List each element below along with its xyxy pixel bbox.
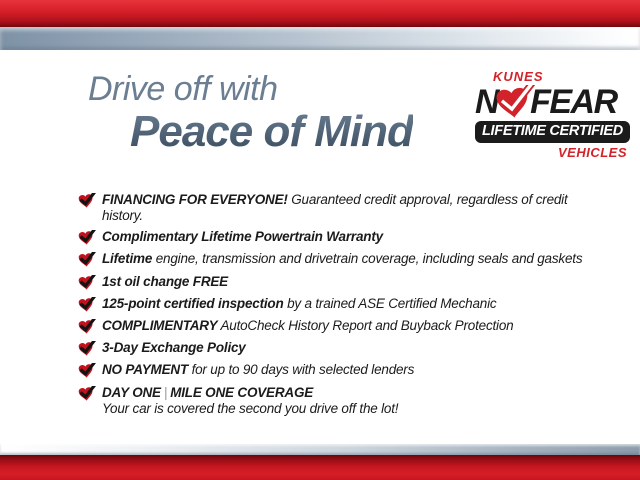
benefit-text: Lifetime engine, transmission and drivetrain coverage, including seals and gaskets [102, 251, 583, 267]
benefits-list [78, 192, 608, 422]
benefit-item-inspection [78, 296, 608, 313]
top-red-bar [0, 0, 640, 27]
benefit-text: FINANCING FOR EVERYONE! Guaranteed credit approval, regardless of credit history. [102, 192, 568, 223]
no-fear-fear: FEAR [530, 83, 617, 121]
benefit-subtext: Your car is covered the second you drive off the lot! [102, 400, 399, 416]
brand-name: KUNES [493, 69, 544, 84]
no-fear-wordmark [475, 84, 627, 120]
benefit-text: COMPLIMENTARY AutoCheck History Report and Buyback Protection [102, 317, 514, 333]
heart-check-icon [495, 85, 535, 121]
benefit-text: NO PAYMENT for up to 90 days with selected lenders [102, 362, 415, 378]
kunes-no-fear-logo [475, 70, 627, 159]
bottom-silver-bar [0, 444, 640, 455]
lifetime-certified-badge: LIFETIME CERTIFIED [475, 121, 630, 143]
heart-check-icon [78, 341, 96, 357]
benefit-item-lifetime-coverage [78, 251, 608, 268]
heart-check-icon [78, 252, 96, 268]
benefit-item-autocheck [78, 318, 608, 335]
top-silver-bar [0, 27, 640, 50]
benefit-item-financing [78, 192, 608, 224]
heart-check-icon [78, 275, 96, 291]
headline [88, 72, 413, 155]
vehicles-label: VEHICLES [557, 144, 627, 160]
headline-line2: Peace of Mind [130, 106, 413, 156]
bottom-red-bar [0, 455, 640, 480]
benefit-text: 125-point certified inspection by a trained ASE Certified Mechanic [102, 295, 497, 311]
heart-check-icon [78, 319, 96, 335]
heart-check-icon [78, 297, 96, 313]
benefit-item-no-payment [78, 362, 608, 379]
heart-check-icon [78, 230, 96, 246]
pipe-separator: | [163, 384, 168, 400]
heart-check-icon [78, 193, 96, 209]
benefit-item-day-one-coverage [78, 385, 608, 417]
heart-check-icon [78, 386, 96, 402]
heart-check-icon [78, 363, 96, 379]
benefit-text: DAY ONE | MILE ONE COVERAGE Your car is covered the second you drive off the lot! [102, 384, 399, 416]
headline-line1: Drive off with [88, 70, 278, 108]
benefit-item-powertrain-warranty [78, 229, 608, 246]
no-fear-n: N [475, 83, 499, 121]
benefit-item-exchange-policy [78, 340, 608, 357]
benefit-text: Complimentary Lifetime Powertrain Warranty [102, 229, 383, 245]
benefit-text: 3-Day Exchange Policy [102, 340, 246, 356]
benefit-item-oil-change [78, 274, 608, 291]
benefit-text: 1st oil change FREE [102, 273, 228, 289]
